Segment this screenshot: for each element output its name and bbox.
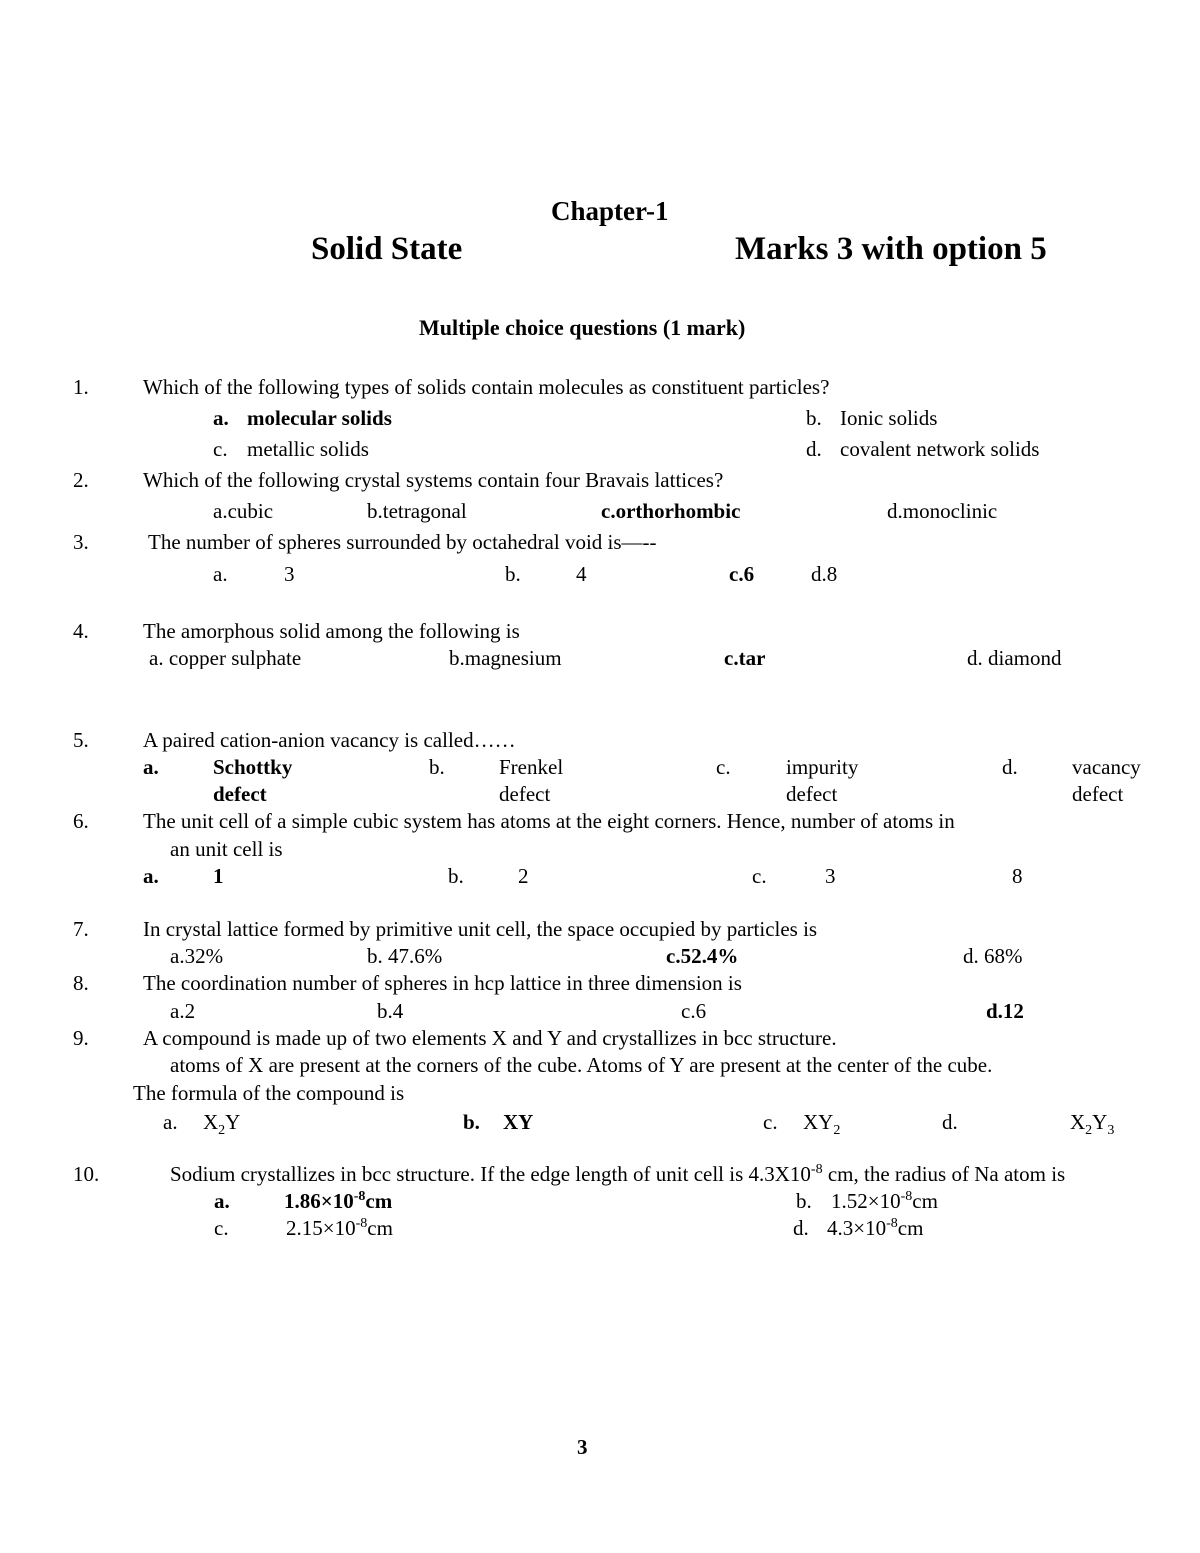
- option-label: b.: [429, 755, 445, 779]
- option-formula: $X_2Y$: [203, 1110, 241, 1139]
- option-text: d.8: [811, 562, 838, 586]
- question-text: The number of spheres surrounded by octahedral void is—--: [148, 530, 657, 554]
- option-label: a.: [213, 562, 228, 586]
- question-text: Which of the following crystal systems contain four Bravais lattices?: [143, 468, 724, 492]
- option-label: c.: [752, 864, 767, 888]
- question-number: 4.: [73, 619, 89, 643]
- question-number: 5.: [73, 728, 89, 752]
- option-text: Schottky: [213, 755, 293, 779]
- option-label: a.: [214, 1189, 230, 1213]
- question-number: 10.: [73, 1162, 100, 1186]
- option-label: b.: [806, 406, 822, 430]
- option-text: a.32%: [170, 944, 224, 968]
- section-heading: Multiple choice questions (1 mark): [419, 315, 746, 340]
- chapter-title: Solid State: [311, 231, 463, 267]
- option-text: a.cubic: [213, 499, 274, 523]
- question-number: 1.: [73, 375, 89, 399]
- question-number: 7.: [73, 917, 89, 941]
- option-label: a.: [163, 1110, 178, 1134]
- option-text: b. 47.6%: [367, 944, 443, 968]
- page-number: 3: [577, 1435, 588, 1459]
- option-label: c.: [716, 755, 731, 779]
- question-number: 9.: [73, 1026, 89, 1050]
- option-text: 8: [1012, 864, 1023, 888]
- option-label: c.: [213, 437, 228, 461]
- option-text: defect: [1072, 782, 1124, 806]
- question-text-continued: The formula of the compound is: [133, 1081, 405, 1105]
- option-text: a.2: [170, 999, 196, 1023]
- option-value: $4.3\times 10^{-8}cm$: [827, 1216, 924, 1240]
- option-text: molecular solids: [247, 406, 392, 430]
- option-label: b.: [463, 1110, 480, 1134]
- option-label: d.: [793, 1216, 809, 1240]
- chapter-heading: Chapter-1: [551, 196, 669, 226]
- option-text: d. diamond: [967, 646, 1062, 670]
- option-text: metallic solids: [247, 437, 369, 461]
- option-label: d.: [806, 437, 822, 461]
- option-text: b.magnesium: [449, 646, 562, 670]
- option-label: a.: [143, 755, 159, 779]
- option-text: defect: [786, 782, 838, 806]
- option-text: c.orthorhombic: [601, 499, 741, 523]
- option-text: 1: [213, 864, 224, 888]
- option-text: defect: [499, 782, 551, 806]
- option-label: d.: [942, 1110, 958, 1134]
- option-text: d.12: [986, 999, 1024, 1023]
- option-text: b.4: [377, 999, 404, 1023]
- option-text: d.monoclinic: [887, 499, 998, 523]
- option-text: 3: [825, 864, 836, 888]
- option-label: a.: [143, 864, 159, 888]
- question-number: 6.: [73, 809, 89, 833]
- question-text: The amorphous solid among the following is: [143, 619, 520, 643]
- question-number: 3.: [73, 530, 89, 554]
- option-value: $2.15\times 10^{-8}cm$: [286, 1216, 393, 1240]
- option-text: 4: [576, 562, 587, 586]
- option-label: b.: [505, 562, 521, 586]
- option-label: b.: [448, 864, 464, 888]
- marks-info: Marks 3 with option 5: [735, 231, 1047, 267]
- option-text: Frenkel: [499, 755, 564, 779]
- option-formula: XY: [503, 1110, 534, 1134]
- option-formula: $XY_2$: [803, 1110, 841, 1139]
- option-text: impurity: [786, 755, 859, 779]
- option-text: d. 68%: [963, 944, 1023, 968]
- question-number: 8.: [73, 971, 89, 995]
- option-value: $1.52\times 10^{-8}cm$: [831, 1189, 938, 1213]
- option-text: Ionic solids: [840, 406, 938, 430]
- option-label: a.: [213, 406, 229, 430]
- option-label: c.: [214, 1216, 229, 1240]
- option-text: c.52.4%: [666, 944, 739, 968]
- option-text: c.tar: [724, 646, 766, 670]
- question-text: The coordination number of spheres in hcp lattice in three dimension is: [143, 971, 742, 995]
- option-text: a. copper sulphate: [149, 648, 302, 669]
- option-label: b.: [796, 1189, 812, 1213]
- option-text: defect: [213, 782, 267, 806]
- question-text: A paired cation-anion vacancy is called……: [143, 728, 516, 752]
- option-text: vacancy: [1072, 755, 1141, 779]
- option-text: b.tetragonal: [367, 499, 467, 523]
- option-text: 2: [518, 864, 529, 888]
- option-text: c.6: [729, 562, 755, 586]
- question-text: Sodium crystallizes in bcc structure. If the edge length of unit cell is $4.3X10^{-8}$ cm, the radius of Na atom is: [170, 1162, 1066, 1186]
- question-text: A compound is made up of two elements X and Y and crystallizes in bcc structure.: [143, 1026, 837, 1050]
- option-text: c.6: [681, 999, 707, 1023]
- option-text: 3: [284, 562, 295, 586]
- question-text: In crystal lattice formed by primitive unit cell, the space occupied by particles is: [143, 917, 818, 941]
- option-label: c.: [763, 1110, 778, 1134]
- question-number: 2.: [73, 468, 89, 492]
- option-label: d.: [1002, 755, 1018, 779]
- question-text-continued: atoms of X are present at the corners of the cube. Atoms of Y are present at the center of the cube.: [170, 1053, 993, 1077]
- question-text: The unit cell of a simple cubic system has atoms at the eight corners. Hence, number of atoms in: [143, 809, 955, 833]
- option-text: covalent network solids: [840, 437, 1040, 461]
- question-text: Which of the following types of solids contain molecules as constituent particles?: [143, 375, 830, 399]
- option-value: $1.86\times 10^{-8}cm$: [284, 1189, 393, 1213]
- question-text-continued: an unit cell is: [170, 837, 283, 861]
- option-formula: $X_2Y_3$: [1070, 1110, 1115, 1139]
